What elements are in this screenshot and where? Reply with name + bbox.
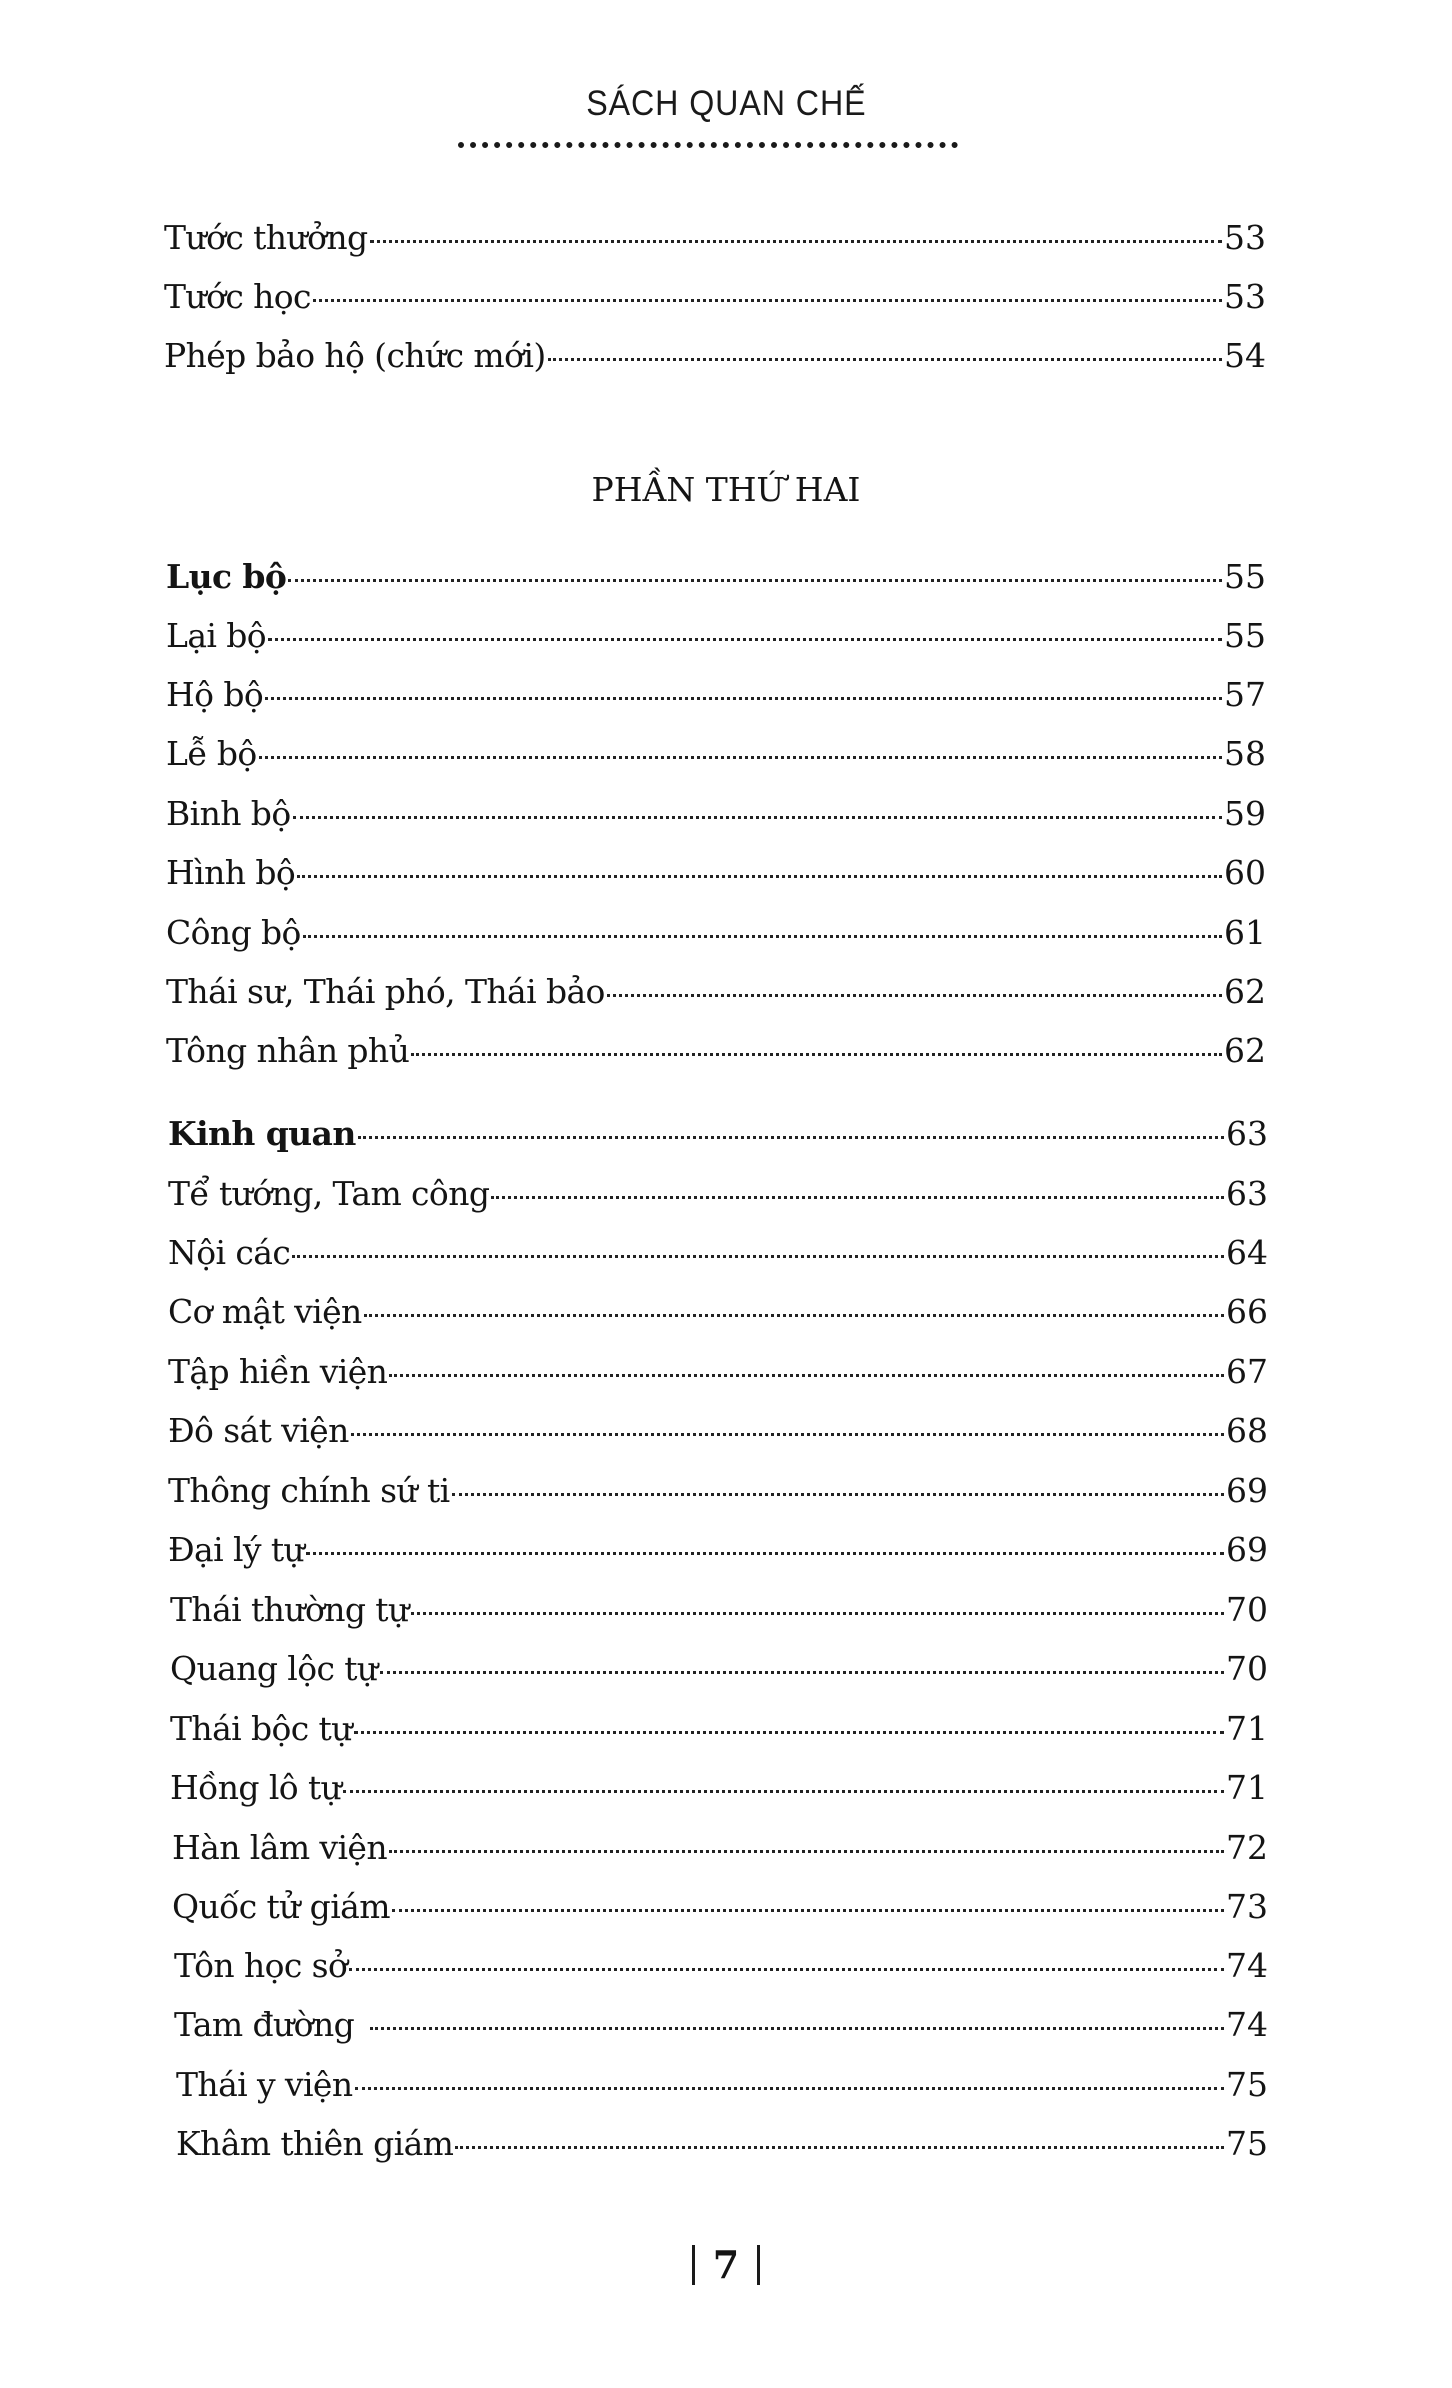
- dot-leader: [265, 697, 1222, 700]
- folio-left-bar: [692, 2245, 695, 2285]
- toc-entry-label: Tập hiền viện: [168, 1352, 388, 1391]
- toc-entry-do-sat-vien: [168, 1411, 1268, 1461]
- toc-entry-thai-su: [166, 972, 1266, 1022]
- dot-leader: [411, 1612, 1224, 1615]
- page-number-value: 7: [712, 2242, 740, 2287]
- toc-entry-page: 61: [1224, 913, 1266, 952]
- dot-leader: [607, 994, 1222, 997]
- toc-entry-dai-ly-tu: [168, 1530, 1268, 1580]
- running-header: [0, 84, 1452, 124]
- toc-entry-co-mat-vien: [168, 1292, 1268, 1342]
- toc-entry-page: 62: [1224, 1031, 1266, 1070]
- toc-entry-label: Thông chính sứ ti: [168, 1471, 450, 1510]
- dot-leader: [293, 816, 1222, 819]
- dot-leader: [288, 579, 1222, 582]
- toc-entry-page: 68: [1226, 1411, 1268, 1450]
- toc-entry-quang-loc-tu: [170, 1649, 1268, 1699]
- toc-entry-te-tuong: [168, 1174, 1268, 1224]
- toc-entry-page: 55: [1224, 557, 1266, 596]
- toc-entry-thong-chinh-su-ti: [168, 1471, 1268, 1521]
- toc-entry-label: Kinh quan: [168, 1114, 356, 1153]
- dot-leader: [364, 1314, 1224, 1317]
- toc-entry-cong-bo: [166, 913, 1266, 963]
- dot-leader: [351, 1433, 1224, 1436]
- toc-entry-page: 75: [1226, 2124, 1268, 2163]
- toc-entry-label: Cơ mật viện: [168, 1292, 362, 1331]
- dot-leader: [452, 1493, 1224, 1496]
- toc-entry-label: Thái thường tự: [170, 1590, 409, 1629]
- toc-entry-noi-cac: [168, 1233, 1268, 1283]
- toc-entry-label: Công bộ: [166, 913, 301, 952]
- dot-leader: [455, 2146, 1224, 2149]
- dot-leader: [389, 1850, 1224, 1853]
- toc-entry-thai-thuong-tu: [170, 1590, 1268, 1640]
- dot-leader: [303, 935, 1222, 938]
- toc-entry-label: Thái y viện: [176, 2065, 353, 2104]
- toc-entry-label: Đại lý tự: [168, 1530, 305, 1569]
- toc-entry-label: Thái bộc tự: [170, 1709, 352, 1748]
- toc-entry-thai-boc-tu: [170, 1709, 1268, 1759]
- toc-entry-page: 55: [1224, 616, 1266, 655]
- toc-entry-label: Hộ bộ: [166, 675, 264, 714]
- toc-entry-label: Tước thưởng: [164, 218, 368, 257]
- toc-entry-label: Tước học: [164, 277, 311, 316]
- toc-entry-page: 53: [1224, 218, 1266, 257]
- toc-entry-thai-y-vien: [176, 2065, 1268, 2115]
- toc-entry-label: Phép bảo hộ (chức mới): [164, 336, 546, 375]
- toc-entry-luc-bo: [166, 557, 1266, 607]
- dot-leader: [358, 1136, 1224, 1139]
- toc-entry-tuoc-hoc: [164, 277, 1266, 327]
- toc-entry-page: 69: [1226, 1530, 1268, 1569]
- toc-entry-ho-bo: [166, 675, 1266, 725]
- toc-entry-phep-bao-ho: [164, 336, 1266, 386]
- dot-leader: [380, 1671, 1224, 1674]
- dot-leader: [306, 1552, 1224, 1555]
- toc-entry-page: 70: [1226, 1590, 1268, 1629]
- toc-entry-page: 62: [1224, 972, 1266, 1011]
- toc-entry-label: Quang lộc tự: [170, 1649, 378, 1688]
- toc-entry-label: Khâm thiên giám: [176, 2124, 454, 2163]
- toc-entry-label: Tông nhân phủ: [166, 1031, 410, 1070]
- toc-entry-label: Hồng lô tự: [170, 1768, 342, 1807]
- toc-entry-label: Lại bộ: [166, 616, 267, 655]
- dot-leader: [491, 1196, 1224, 1199]
- toc-entry-label: Binh bộ: [166, 794, 291, 833]
- dot-leader: [548, 358, 1222, 361]
- toc-entry-label: Tôn học sở: [174, 1946, 348, 1985]
- toc-entry-page: 53: [1224, 277, 1266, 316]
- toc-entry-label: Quốc tử giám: [172, 1887, 390, 1926]
- toc-entry-page: 73: [1226, 1887, 1268, 1926]
- toc-entry-label: Tể tướng, Tam công: [168, 1174, 490, 1213]
- dot-leader: [349, 1968, 1224, 1971]
- toc-entry-page: 74: [1226, 1946, 1268, 1985]
- toc-entry-lai-bo: [166, 616, 1266, 666]
- toc-entry-page: 67: [1226, 1352, 1268, 1391]
- toc-entry-tong-nhan-phu: [166, 1031, 1266, 1081]
- toc-entry-page: 71: [1226, 1768, 1268, 1807]
- dot-leader: [389, 1374, 1224, 1377]
- dot-leader: [292, 1255, 1224, 1258]
- section-heading-part-two: PHẦN THỨ HAI: [591, 470, 861, 509]
- toc-entry-page: 58: [1224, 734, 1266, 773]
- toc-entry-kham-thien-giam: [176, 2124, 1268, 2174]
- toc-entry-page: 74: [1226, 2005, 1268, 2044]
- toc-entry-tuoc-thuong: [164, 218, 1266, 268]
- toc-entry-page: 70: [1226, 1649, 1268, 1688]
- toc-entry-han-lam-vien: [172, 1828, 1268, 1878]
- toc-entry-ton-hoc-so: [174, 1946, 1268, 1996]
- toc-entry-quoc-tu-giam: [172, 1887, 1268, 1937]
- toc-entry-hinh-bo: [166, 853, 1266, 903]
- dot-leader: [259, 756, 1222, 759]
- toc-entry-label: Đô sát viện: [168, 1411, 349, 1450]
- toc-entry-page: 75: [1226, 2065, 1268, 2104]
- toc-entry-page: 57: [1224, 675, 1266, 714]
- toc-entry-page: 59: [1224, 794, 1266, 833]
- dot-leader: [297, 875, 1222, 878]
- toc-entry-tam-duong: [174, 2005, 1268, 2055]
- toc-entry-page: 72: [1226, 1828, 1268, 1867]
- toc-entry-tap-hien-vien: [168, 1352, 1268, 1402]
- toc-entry-page: 71: [1226, 1709, 1268, 1748]
- dot-leader: [411, 1053, 1222, 1056]
- toc-entry-label: Thái sư, Thái phó, Thái bảo: [166, 972, 605, 1011]
- dot-leader: [313, 299, 1222, 302]
- toc-entry-hong-lo-tu: [170, 1768, 1268, 1818]
- toc-entry-page: 60: [1224, 853, 1266, 892]
- toc-entry-kinh-quan: [168, 1114, 1268, 1164]
- folio-right-bar: [757, 2245, 760, 2285]
- toc-entry-label: Hình bộ: [166, 853, 296, 892]
- dot-leader: [370, 240, 1222, 243]
- page-number: [0, 2238, 1452, 2287]
- dot-leader: [392, 1909, 1224, 1912]
- toc-entry-label: Tam đường: [174, 2005, 355, 2044]
- toc-entry-page: 64: [1226, 1233, 1268, 1272]
- toc-entry-binh-bo: [166, 794, 1266, 844]
- toc-entry-label: Hàn lâm viện: [172, 1828, 387, 1867]
- toc-entry-le-bo: [166, 734, 1266, 784]
- toc-entry-page: 63: [1226, 1114, 1268, 1153]
- toc-entry-page: 54: [1224, 336, 1266, 375]
- dot-leader: [370, 2027, 1224, 2030]
- toc-entry-page: 63: [1226, 1174, 1268, 1213]
- dot-leader: [354, 1731, 1224, 1734]
- toc-entry-label: Lục bộ: [166, 557, 287, 596]
- running-header-title: SÁCH QUAN CHẾ: [585, 84, 867, 123]
- toc-entry-page: 66: [1226, 1292, 1268, 1331]
- header-dotted-rule: [458, 142, 958, 148]
- dot-leader: [355, 2087, 1225, 2090]
- toc-entry-label: Nội các: [168, 1233, 291, 1272]
- dot-leader: [343, 1790, 1224, 1793]
- toc-entry-label: Lễ bộ: [166, 734, 257, 773]
- dot-leader: [268, 638, 1222, 641]
- toc-entry-page: 69: [1226, 1471, 1268, 1510]
